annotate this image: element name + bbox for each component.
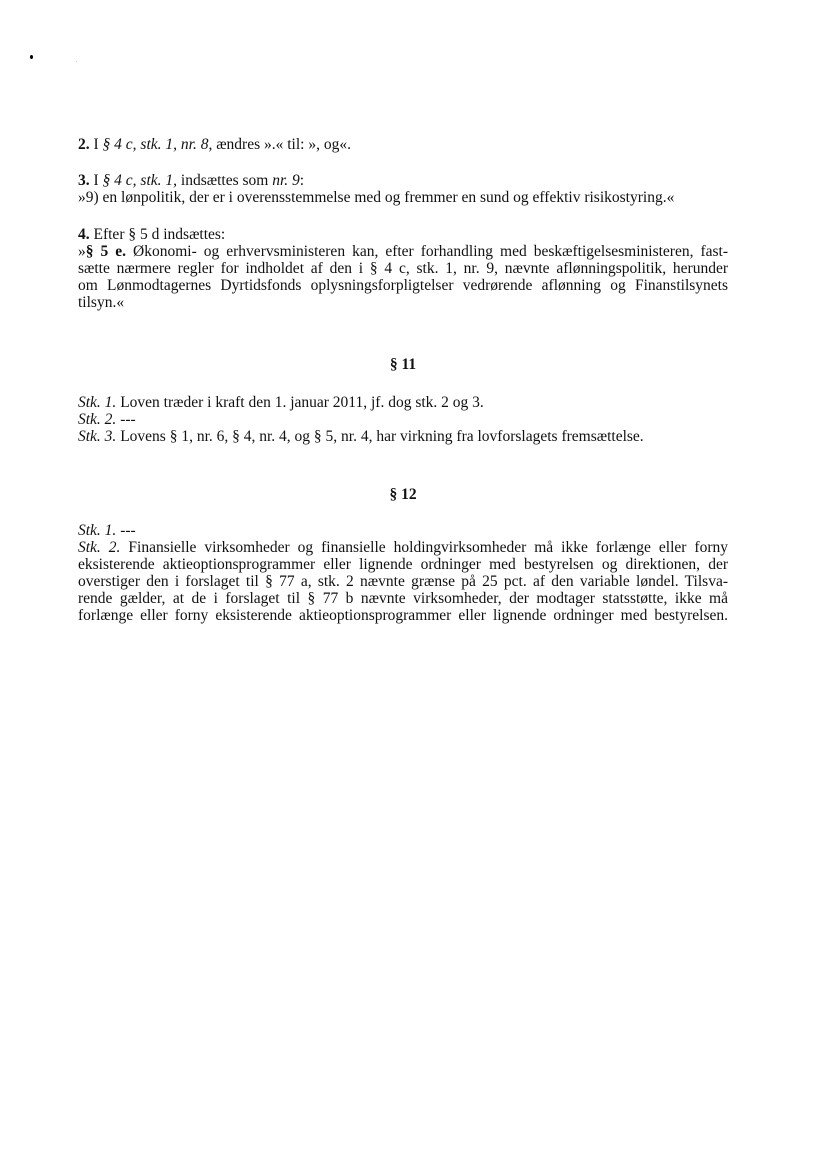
item-line <box>78 136 728 153</box>
stk-text: --- <box>116 411 136 428</box>
scan-speck <box>30 55 33 59</box>
item-reference: § 4 c, stk. 1, nr. 8, <box>102 136 213 153</box>
stk-text: Loven træder i kraft den 1. januar 2011, jf. dog stk. 2 og 3. <box>116 394 484 411</box>
stk-label: Stk. 1. <box>78 522 117 539</box>
item-number: 3. <box>78 172 90 189</box>
stk-line: forlænge eller forny eksisterende aktieoptionsprogrammer eller lignende ordninger med bestyrelsen. <box>78 607 728 624</box>
section-11-body <box>78 394 728 445</box>
amendment-item-4 <box>78 226 728 311</box>
item-text: ændres ».« til: », og«. <box>212 136 351 153</box>
stk-line <box>78 522 728 539</box>
stk-label: Stk. 2. <box>78 539 121 556</box>
stk-text: --- <box>116 522 136 539</box>
item-line: om Lønmodtagernes Dyrtidsfonds oplysningsforpligtelser vedrørende aflønning og Finanstilsynets <box>78 277 728 294</box>
stk-line <box>78 394 728 411</box>
stk-text: Lovens § 1, nr. 6, § 4, nr. 4, og § 5, nr. 4, har virkning fra lovforslagets fremsættelse. <box>116 428 644 445</box>
item-number: 4. <box>78 226 90 243</box>
stk-label: Stk. 2. <box>78 411 117 428</box>
item-text: indsættes som <box>177 172 273 189</box>
quote-mark: » <box>78 243 86 260</box>
item-line <box>78 243 728 260</box>
item-reference: § 4 c, stk. 1, <box>102 172 178 189</box>
stk-line <box>78 539 728 556</box>
item-text: Efter § 5 d indsættes: <box>89 226 226 243</box>
stk-line: eksisterende aktieoptionsprogrammer eller lignende ordninger med bestyrelsen og direktionen, der <box>78 556 728 573</box>
item-text: Økonomi- og erhvervsministeren kan, efter forhandling med beskæftigelsesministeren, fast- <box>126 243 729 260</box>
section-12-heading: § 12 <box>389 486 417 503</box>
stk-label: Stk. 1. <box>78 394 117 411</box>
stk-label: Stk. 3. <box>78 428 117 445</box>
scan-speck <box>76 61 77 62</box>
item-line: »9) en lønpolitik, der er i overensstemmelse med og fremmer en sund og effektiv risikostyring.« <box>78 189 675 206</box>
section-reference: § 5 e. <box>85 243 127 260</box>
item-text: : <box>299 172 305 189</box>
item-text: I <box>89 136 103 153</box>
amendment-item-3 <box>78 172 728 206</box>
stk-line <box>78 428 728 445</box>
item-text: I <box>89 172 103 189</box>
stk-line: rende gælder, at de i forslaget til § 77 b nævnte virksomheder, der modtager statsstøtte, ikke må <box>78 590 728 607</box>
section-11-heading: § 11 <box>389 356 417 373</box>
amendment-item-2 <box>78 136 728 153</box>
stk-line: overstiger den i forslaget til § 77 a, stk. 2 nævnte grænse på 25 pct. af den variable løndel. Tilsva- <box>78 573 728 590</box>
section-12-body <box>78 522 728 624</box>
item-reference: nr. 9 <box>272 172 300 189</box>
item-line <box>78 226 728 243</box>
item-line: sætte nærmere regler for indholdet af den i § 4 c, stk. 1, nr. 9, nævnte aflønningspolitik, herunder <box>78 260 728 277</box>
item-line: tilsyn.« <box>78 294 125 311</box>
item-number: 2. <box>78 136 90 153</box>
stk-line <box>78 411 728 428</box>
stk-text: Finansielle virksomheder og finansielle holdingvirksomheder må ikke forlænge eller forny <box>120 539 728 556</box>
item-line <box>78 172 728 189</box>
